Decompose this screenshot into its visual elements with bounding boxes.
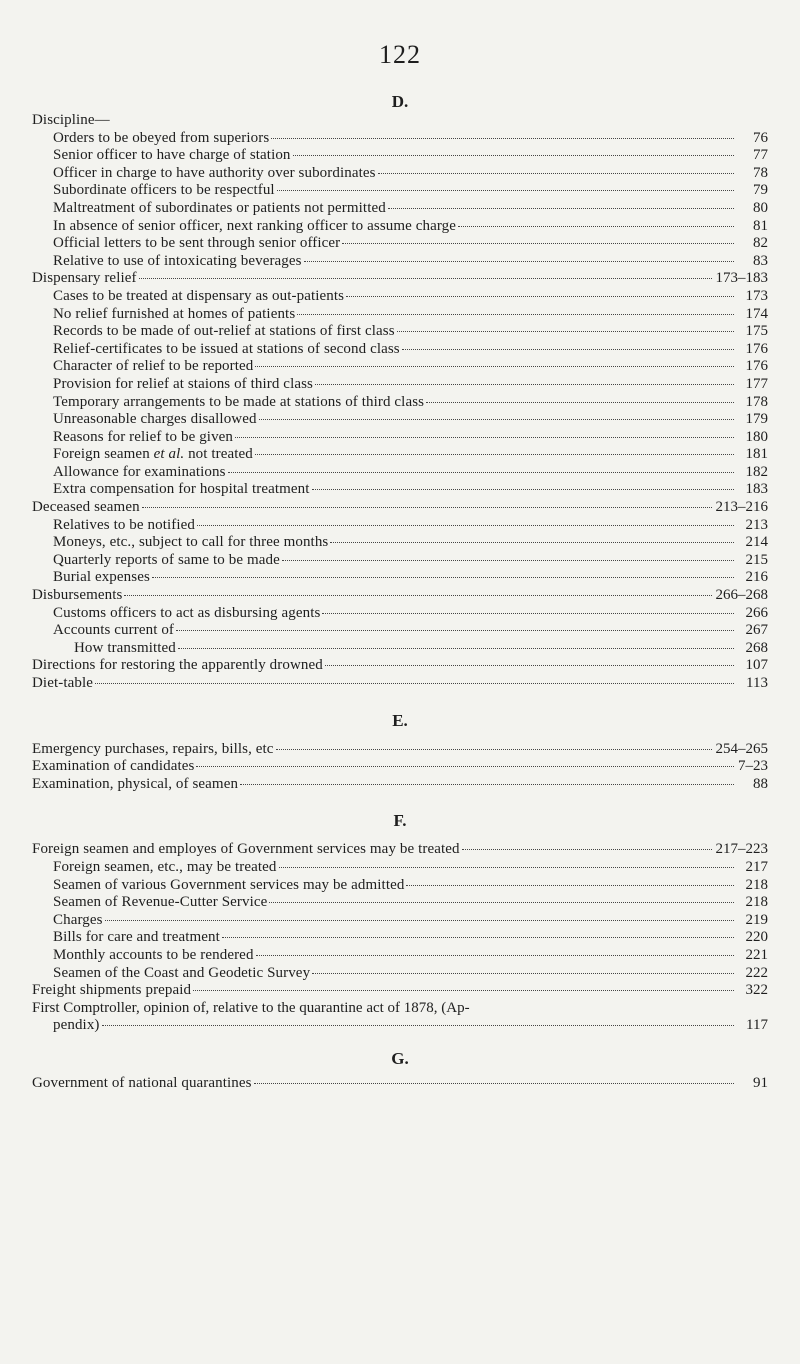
entry-text: Directions for restoring the apparently drowned (32, 657, 323, 674)
dot-leader (152, 577, 734, 578)
index-entry (32, 481, 768, 499)
entry-page: 76 (753, 129, 768, 146)
index-entry (32, 675, 768, 693)
entry-page: 178 (745, 393, 768, 410)
dot-leader (312, 489, 734, 490)
index-entry (32, 235, 768, 253)
entry-text: Moneys, etc., subject to call for three months (53, 534, 329, 551)
entry-text: Burial expenses (53, 569, 150, 586)
entry-page: 88 (753, 775, 768, 792)
entry-page: 266 (745, 604, 768, 621)
section-letter-e: E. (392, 710, 408, 730)
entry-page: 77 (753, 147, 768, 164)
section-g (32, 1049, 768, 1093)
dot-leader (312, 973, 734, 974)
dot-leader (315, 384, 734, 385)
entry-text: Customs officers to act as disbursing agents (53, 604, 321, 621)
entry-text: Disbursements (32, 587, 123, 604)
entry-text: Records to be made of out-relief at stations of first class (53, 323, 395, 340)
dot-leader (388, 208, 734, 209)
index-entry (32, 965, 768, 983)
entry-page: 175 (745, 323, 768, 340)
entry-page: 80 (753, 199, 768, 216)
entry-page: 266–268 (715, 587, 768, 604)
entry-page: 217–223 (715, 841, 768, 858)
index-entry (32, 323, 768, 341)
entry-text: In absence of senior officer, next ranking officer to assume charge (53, 217, 457, 234)
dot-leader (462, 849, 712, 850)
entry-page: 176 (745, 358, 768, 375)
entry-text: Senior officer to have charge of station (53, 147, 291, 164)
dot-leader (322, 613, 734, 614)
page-number: 122 (379, 40, 421, 69)
dot-leader (95, 683, 734, 684)
entry-page: 222 (745, 964, 768, 981)
entry-text: Examination, physical, of seamen (32, 775, 239, 792)
dot-leader (276, 749, 712, 750)
entry-page: 182 (745, 463, 768, 480)
entry-page: 181 (745, 446, 768, 463)
index-entry (32, 912, 768, 930)
entry-page: 214 (745, 534, 768, 551)
entry-text: Cases to be treated at dispensary as out-patients (53, 287, 345, 304)
entry-text: Unreasonable charges disallowed (53, 411, 257, 428)
section-e (32, 711, 768, 794)
entry-page: 82 (753, 235, 768, 252)
index-entry (32, 411, 768, 429)
entry-text: Official letters to be sent through senior officer (53, 235, 341, 252)
entry-page: 218 (745, 876, 768, 893)
index-entry-wrapped (32, 1000, 768, 1035)
entry-text: Government of national quarantines (32, 1074, 252, 1091)
dot-leader (254, 1083, 734, 1084)
dot-leader (330, 542, 734, 543)
index-entry (32, 112, 768, 130)
entry-text: Temporary arrangements to be made at stations of third class (53, 393, 425, 410)
index-entry (32, 288, 768, 306)
entry-text: Relative to use of intoxicating beverages (53, 252, 302, 269)
entry-text: Emergency purchases, repairs, bills, etc (32, 740, 274, 757)
index-entry (32, 605, 768, 623)
entry-text: Charges (53, 911, 103, 928)
index-entry (32, 376, 768, 394)
entry-text: Orders to be obeyed from superiors (53, 129, 270, 146)
dot-leader (426, 402, 734, 403)
section-f-entries (32, 841, 768, 999)
dot-leader (178, 648, 734, 649)
dot-leader (406, 885, 734, 886)
entry-page: 220 (745, 929, 768, 946)
dot-leader (193, 990, 734, 991)
dot-leader (402, 349, 734, 350)
index-entry (32, 776, 768, 794)
dot-leader (277, 190, 734, 191)
index-entry (32, 877, 768, 895)
index-entry (32, 841, 768, 859)
dot-leader (279, 867, 734, 868)
entry-page: 78 (753, 164, 768, 181)
entry-text: Foreign seamen, etc., may be treated (53, 858, 277, 875)
entry-text: Maltreatment of subordinates or patients not permitted (53, 199, 386, 216)
entry-page: 79 (753, 182, 768, 199)
entry-text: Extra compensation for hospital treatment (53, 481, 310, 498)
dot-leader (297, 314, 734, 315)
index-entry (32, 429, 768, 447)
entry-page: 268 (745, 639, 768, 656)
entry-page: 113 (746, 675, 768, 691)
entry-text: How transmitted (74, 639, 176, 656)
entry-page: 83 (753, 252, 768, 269)
index-entry (32, 517, 768, 535)
entry-text: Freight shipments prepaid (32, 982, 192, 999)
entry-text-line2: pendix) (53, 1017, 100, 1034)
index-entry (32, 982, 768, 1000)
dot-leader (325, 665, 734, 666)
entry-text: Reasons for relief to be given (53, 428, 234, 445)
entry-page: 213–216 (715, 499, 768, 516)
entry-text: Foreign seamen et al. not treated (53, 446, 253, 463)
index-entry (32, 253, 768, 271)
entry-page: 173 (745, 287, 768, 304)
entry-page: 107 (745, 657, 768, 674)
entry-text: Quarterly reports of same to be made (53, 551, 280, 568)
dot-leader (256, 955, 734, 956)
index-entry (32, 894, 768, 912)
entry-text: Discipline— (32, 112, 110, 128)
entry-page: 218 (745, 894, 768, 911)
index-entry (32, 165, 768, 183)
entry-text: Relief-certificates to be issued at stations of second class (53, 340, 400, 357)
entry-page: 219 (745, 911, 768, 928)
dot-leader (235, 437, 734, 438)
dot-leader (105, 920, 734, 921)
entry-text: Diet-table (32, 675, 93, 691)
index-entry (32, 147, 768, 165)
dot-leader (124, 595, 711, 596)
dot-leader (102, 1025, 734, 1026)
dot-leader (304, 261, 734, 262)
index-body (32, 92, 768, 1093)
entry-page: 215 (745, 551, 768, 568)
dot-leader (255, 454, 734, 455)
section-g-entries (32, 1075, 768, 1093)
dot-leader (196, 766, 734, 767)
entry-page: 217 (745, 858, 768, 875)
index-entry (32, 640, 768, 658)
entry-page: 91 (753, 1074, 768, 1091)
index-entry (32, 657, 768, 675)
index-entry (32, 182, 768, 200)
entry-text-line1: First Comptroller, opinion of, relative to the quarantine act of 1878, (Ap- (32, 999, 470, 1016)
section-d (32, 92, 768, 693)
entry-page: 7–23 (738, 758, 768, 775)
index-entry (32, 394, 768, 412)
index-entry (32, 270, 768, 288)
section-e-entries (32, 741, 768, 794)
dot-leader (255, 366, 734, 367)
dot-leader (197, 525, 734, 526)
index-entry (32, 552, 768, 570)
entry-text: Accounts current of (53, 622, 175, 639)
dot-leader (222, 937, 734, 938)
index-entry (32, 741, 768, 759)
entry-text: Deceased seamen (32, 499, 140, 516)
dot-leader (282, 560, 734, 561)
dot-leader (259, 419, 734, 420)
entry-text: Monthly accounts to be rendered (53, 946, 254, 963)
index-entry (32, 306, 768, 324)
entry-page: 117 (746, 1017, 768, 1034)
dot-leader (228, 472, 734, 473)
index-entry (32, 859, 768, 877)
entry-page: 180 (745, 428, 768, 445)
dot-leader (269, 902, 734, 903)
index-entry (32, 622, 768, 640)
entry-text: Seamen of the Coast and Geodetic Survey (53, 964, 311, 981)
entry-page: 183 (745, 481, 768, 498)
dot-leader (139, 278, 712, 279)
dot-leader (240, 784, 734, 785)
index-entry (32, 464, 768, 482)
entry-text: Character of relief to be reported (53, 358, 254, 375)
entry-text: Dispensary relief (32, 270, 137, 287)
entry-text: Seamen of various Government services may be admitted (53, 876, 405, 893)
entry-page: 213 (745, 516, 768, 533)
entry-page: 81 (753, 217, 768, 234)
index-entry (32, 200, 768, 218)
index-entry (32, 587, 768, 605)
section-d-entries (32, 112, 768, 693)
entry-text: Subordinate officers to be respectful (53, 182, 275, 199)
dot-leader (378, 173, 734, 174)
entry-text: Examination of candidates (32, 758, 195, 775)
entry-page: 177 (745, 375, 768, 392)
section-letter-g: G. (391, 1048, 409, 1068)
dot-leader (397, 331, 734, 332)
entry-text: No relief furnished at homes of patients (53, 305, 296, 322)
entry-page: 322 (745, 982, 768, 999)
dot-leader (293, 155, 734, 156)
index-entry (32, 499, 768, 517)
index-entry (32, 929, 768, 947)
index-entry (32, 534, 768, 552)
entry-page: 267 (745, 622, 768, 639)
index-entry (32, 341, 768, 359)
dot-leader (176, 630, 734, 631)
entry-text: Bills for care and treatment (53, 929, 220, 946)
index-entry (32, 569, 768, 587)
dot-leader (142, 507, 712, 508)
entry-text: Provision for relief at staions of third class (53, 375, 313, 392)
entry-page: 173–183 (715, 270, 768, 287)
entry-page: 216 (745, 569, 768, 586)
entry-text: Officer in charge to have authority over subordinates (53, 164, 376, 181)
index-entry (32, 358, 768, 376)
entry-page: 176 (745, 340, 768, 357)
section-f (32, 811, 768, 1035)
section-letter-d: D. (391, 92, 409, 111)
entry-page: 179 (745, 411, 768, 428)
index-entry (32, 758, 768, 776)
dot-leader (346, 296, 734, 297)
entry-text: Relatives to be notified (53, 516, 195, 533)
index-entry (32, 218, 768, 236)
index-entry (32, 1075, 768, 1093)
entry-page: 174 (745, 305, 768, 322)
index-entry (32, 446, 768, 464)
index-entry (32, 130, 768, 148)
dot-leader (342, 243, 734, 244)
entry-text: Allowance for examinations (53, 463, 226, 480)
entry-page: 221 (745, 946, 768, 963)
dot-leader (458, 226, 734, 227)
dot-leader (271, 138, 734, 139)
section-letter-f: F. (393, 811, 407, 831)
entry-page: 254–265 (715, 740, 768, 757)
entry-text: Foreign seamen and employes of Government services may be treated (32, 841, 460, 858)
index-entry (32, 947, 768, 965)
entry-text: Seamen of Revenue-Cutter Service (53, 894, 268, 911)
